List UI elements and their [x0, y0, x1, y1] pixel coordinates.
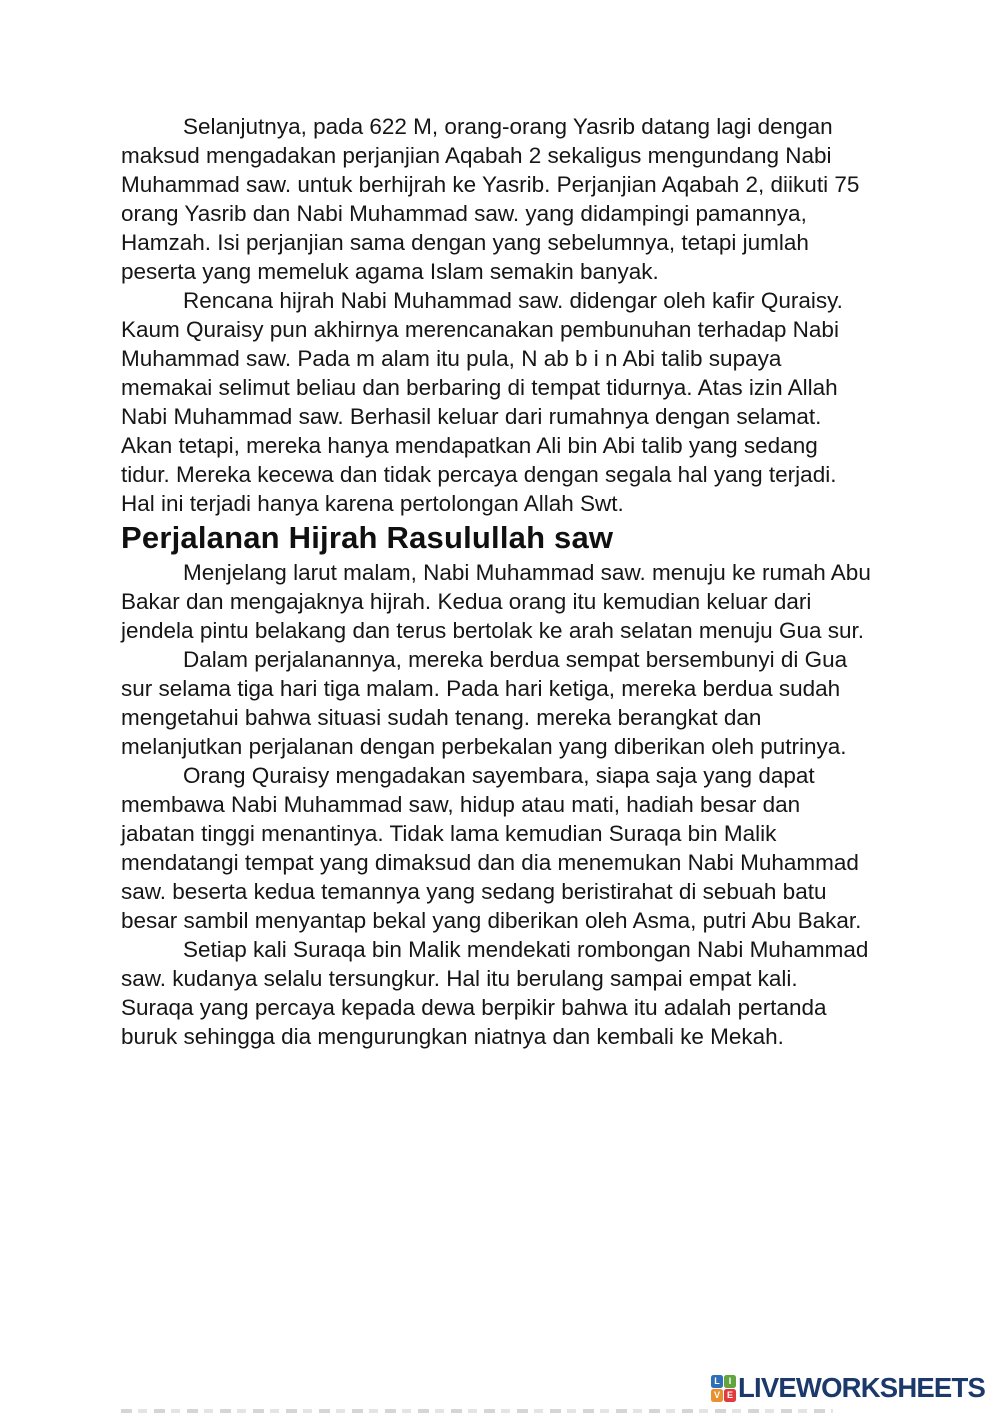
- paragraph-line: Bakar dan mengajaknya hijrah. Kedua orang itu kemudian keluar dari: [121, 589, 812, 614]
- paragraph: [121, 935, 881, 1051]
- paragraph-line: mendatangi tempat yang dimaksud dan dia menemukan Nabi Muhammad: [121, 850, 859, 875]
- paragraph: [121, 558, 881, 645]
- paragraph-line: Orang Quraisy mengadakan sayembara, siapa saja yang dapat: [183, 763, 815, 788]
- paragraph-line: membawa Nabi Muhammad saw, hidup atau mati, hadiah besar dan: [121, 792, 801, 817]
- paragraph-line: Muhammad saw. Pada m alam itu pula, N ab b i n Abi talib supaya: [121, 346, 782, 371]
- paragraph: [121, 645, 881, 761]
- paragraph-line: saw. beserta kedua temannya yang sedang beristirahat di sebuah batu: [121, 879, 827, 904]
- logo-tile-e: E: [724, 1389, 736, 1402]
- paragraph-line: Menjelang larut malam, Nabi Muhammad saw. menuju ke rumah Abu: [183, 560, 871, 585]
- paragraph: [121, 112, 881, 286]
- paragraph: [121, 286, 881, 518]
- paragraph-line: Setiap kali Suraqa bin Malik mendekati rombongan Nabi Muhammad: [183, 937, 869, 962]
- paragraph-line: Nabi Muhammad saw. Berhasil keluar dari rumahnya dengan selamat.: [121, 404, 822, 429]
- liveworksheets-wordmark: LIVEWORKSHEETS: [737, 1372, 985, 1403]
- paragraph-line: buruk sehingga dia mengurungkan niatnya dan kembali ke Mekah.: [121, 1024, 784, 1049]
- paragraph-line: Hamzah. Isi perjanjian sama dengan yang sebelumnya, tetapi jumlah: [121, 230, 809, 255]
- logo-tile-v: V: [711, 1389, 723, 1402]
- paragraph-line: maksud mengadakan perjanjian Aqabah 2 sekaligus mengundang Nabi: [121, 143, 832, 168]
- liveworksheets-logo-icon: [711, 1375, 736, 1402]
- paragraph-line: mengetahui bahwa situasi sudah tenang. mereka berangkat dan: [121, 705, 762, 730]
- document-body: [121, 0, 881, 1051]
- paragraph-line: Rencana hijrah Nabi Muhammad saw. didengar oleh kafir Quraisy.: [183, 288, 843, 313]
- logo-tile-i: I: [724, 1375, 736, 1388]
- liveworksheets-logo[interactable]: [711, 1372, 985, 1404]
- paragraph-line: Selanjutnya, pada 622 M, orang-orang Yasrib datang lagi dengan: [183, 114, 833, 139]
- paragraph-line: memakai selimut beliau dan berbaring di tempat tidurnya. Atas izin Allah: [121, 375, 838, 400]
- paragraph-line: orang Yasrib dan Nabi Muhammad saw. yang didampingi pamannya,: [121, 201, 807, 226]
- paragraph-line: jendela pintu belakang dan terus bertolak ke arah selatan menuju Gua sur.: [121, 618, 864, 643]
- page-heading: Perjalanan Hijrah Rasulullah saw: [121, 520, 614, 555]
- paragraph-line: Suraqa yang percaya kepada dewa berpikir bahwa itu adalah pertanda: [121, 995, 827, 1020]
- paragraph-line: Kaum Quraisy pun akhirnya merencanakan pembunuhan terhadap Nabi: [121, 317, 839, 342]
- paragraph-line: peserta yang memeluk agama Islam semakin banyak.: [121, 259, 659, 284]
- paragraph-line: besar sambil menyantap bekal yang diberikan oleh Asma, putri Abu Bakar.: [121, 908, 862, 933]
- paragraph-line: Akan tetapi, mereka hanya mendapatkan Ali bin Abi talib yang sedang: [121, 433, 818, 458]
- cutoff-text-top: [121, 1409, 833, 1413]
- paragraph-line: Dalam perjalanannya, mereka berdua sempat bersembunyi di Gua: [183, 647, 848, 672]
- paragraph: [121, 761, 881, 935]
- paragraph-line: sur selama tiga hari tiga malam. Pada hari ketiga, mereka berdua sudah: [121, 676, 841, 701]
- paragraph-line: jabatan tinggi menantinya. Tidak lama kemudian Suraqa bin Malik: [121, 821, 777, 846]
- paragraph-line: melanjutkan perjalanan dengan perbekalan yang diberikan oleh putrinya.: [121, 734, 847, 759]
- paragraph-line: Hal ini terjadi hanya karena pertolongan Allah Swt.: [121, 491, 624, 516]
- paragraph-line: tidur. Mereka kecewa dan tidak percaya dengan segala hal yang terjadi.: [121, 462, 837, 487]
- paragraph-line: Muhammad saw. untuk berhijrah ke Yasrib. Perjanjian Aqabah 2, diikuti 75: [121, 172, 860, 197]
- paragraph-line: saw. kudanya selalu tersungkur. Hal itu berulang sampai empat kali.: [121, 966, 798, 991]
- logo-tile-l: L: [711, 1375, 723, 1388]
